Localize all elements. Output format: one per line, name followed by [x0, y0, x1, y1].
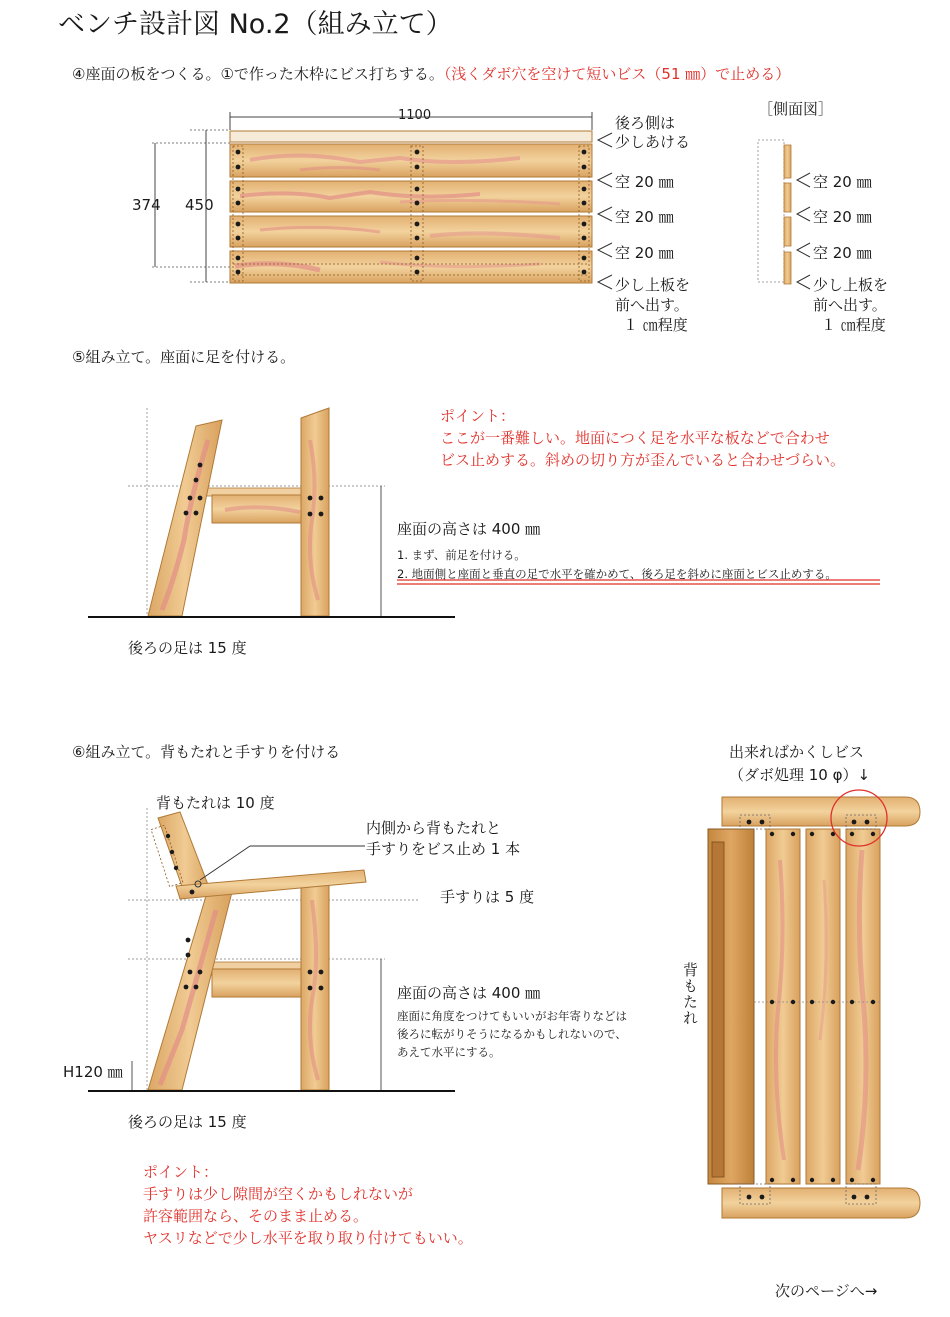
front-leg: [301, 408, 329, 616]
dim-width-label: 1100: [398, 108, 432, 123]
seat-note-2: 後ろに転がりそうになるかもしれないので、: [397, 1027, 627, 1041]
seat-side-view: [758, 140, 810, 289]
note-back-gap-1: 後ろ側は: [615, 114, 676, 132]
step5-point-line-2: ビス止めする。斜めの切り方が歪んでいると合わせづらい。: [440, 451, 846, 469]
step6-point-line-1: 手すりは少し隙間が空くかもしれないが: [143, 1185, 414, 1203]
step5-heading: ⑤組み立て。座面に足を付ける。: [72, 348, 296, 366]
side-note-front-3: １ ㎝程度: [821, 316, 886, 334]
note-gap-2: 空 20 ㎜: [615, 208, 674, 226]
step6-point-line-3: ヤスリなどで少し水平を取り取り付けてもいい。: [143, 1229, 473, 1247]
assembly-step6: [88, 808, 455, 1091]
note-gap-3: 空 20 ㎜: [615, 244, 674, 262]
seat-note-1: 座面に角度をつけてもいいがお年寄りなどは: [397, 1009, 627, 1023]
armrest-bottom: [722, 1188, 920, 1218]
step5-point-line-1: ここが一番難しい。地面につく足を水平な板などで合わせ: [440, 429, 830, 447]
side-note-gap-3: 空 20 ㎜: [813, 244, 872, 262]
backrest-vertical-label: 背もたれ: [681, 962, 699, 1026]
step5-instruction-1: 1. まず、前足を付ける。: [397, 548, 526, 562]
side-view-label: ［側面図］: [758, 100, 834, 118]
front-leg-6: [301, 880, 329, 1090]
back-board: [230, 131, 592, 142]
dim-450-label: 450: [185, 196, 214, 214]
step6-heading: ⑥組み立て。背もたれと手すりを付ける: [72, 743, 341, 761]
rear-leg: [148, 420, 222, 616]
inner-screw-note-2: 手すりをビス止め 1 本: [366, 840, 521, 858]
step6-point-line-2: 許容範囲なら、そのまま止める。: [143, 1207, 369, 1225]
dim-374-label: 374: [132, 196, 161, 214]
step6-point-title: ポイント：: [143, 1163, 219, 1181]
seat-note-3: あえて水平にする。: [397, 1045, 501, 1059]
step5-instruction-2: 2. 地面側と座面と垂直の足で水平を確かめて、後ろ足を斜めに座面とビス止めする。: [397, 567, 837, 581]
note-gap-1: 空 20 ㎜: [615, 173, 674, 191]
note-back-gap-2: 少しあける: [615, 133, 691, 151]
side-note-front-2: 前へ出す。: [813, 296, 887, 314]
side-note-gap-1: 空 20 ㎜: [813, 173, 872, 191]
backrest-angle: 背もたれは 10 度: [156, 794, 275, 812]
hide-screw-note-1: 出来ればかくしビス: [729, 743, 865, 761]
step4-heading-note: （浅くダボ穴を空けて短いビス（51 ㎜）で止める）: [443, 65, 791, 83]
hide-screw-note-2: （ダボ処理 10 φ）↓: [729, 766, 871, 784]
next-page-link[interactable]: 次のページへ→: [775, 1282, 878, 1300]
inner-screw-note-1: 内側から背もたれと: [366, 819, 502, 837]
step5-point-title: ポイント：: [440, 407, 516, 425]
note-front-3: １ ㎝程度: [623, 316, 688, 334]
note-front-1: 少し上板を: [615, 276, 691, 294]
h120-label: H120 ㎜: [63, 1063, 123, 1081]
seat-board-1: [230, 144, 592, 177]
step5-rear-leg-angle: 後ろの足は 15 度: [128, 639, 247, 657]
assembly-step5: [88, 408, 880, 617]
side-note-front-1: 少し上板を: [813, 276, 889, 294]
bench-top-view: [708, 790, 920, 1218]
step6-rear-leg-angle: 後ろの足は 15 度: [128, 1113, 247, 1131]
seat-top-view: [152, 112, 612, 289]
armrest-angle: 手すりは 5 度: [440, 888, 535, 906]
step6-seat-height: 座面の高さは 400 ㎜: [397, 984, 541, 1002]
step4-heading-text: ④座面の板をつくる。①で作った木枠にビス打ちする。: [72, 65, 444, 83]
side-note-gap-2: 空 20 ㎜: [813, 208, 872, 226]
armrest-top: [722, 797, 920, 826]
note-front-2: 前へ出す。: [615, 296, 689, 314]
step5-seat-height: 座面の高さは 400 ㎜: [397, 520, 541, 538]
note-pointers: [598, 133, 612, 289]
page-title: ベンチ設計図 No.2（組み立て）: [58, 9, 453, 40]
